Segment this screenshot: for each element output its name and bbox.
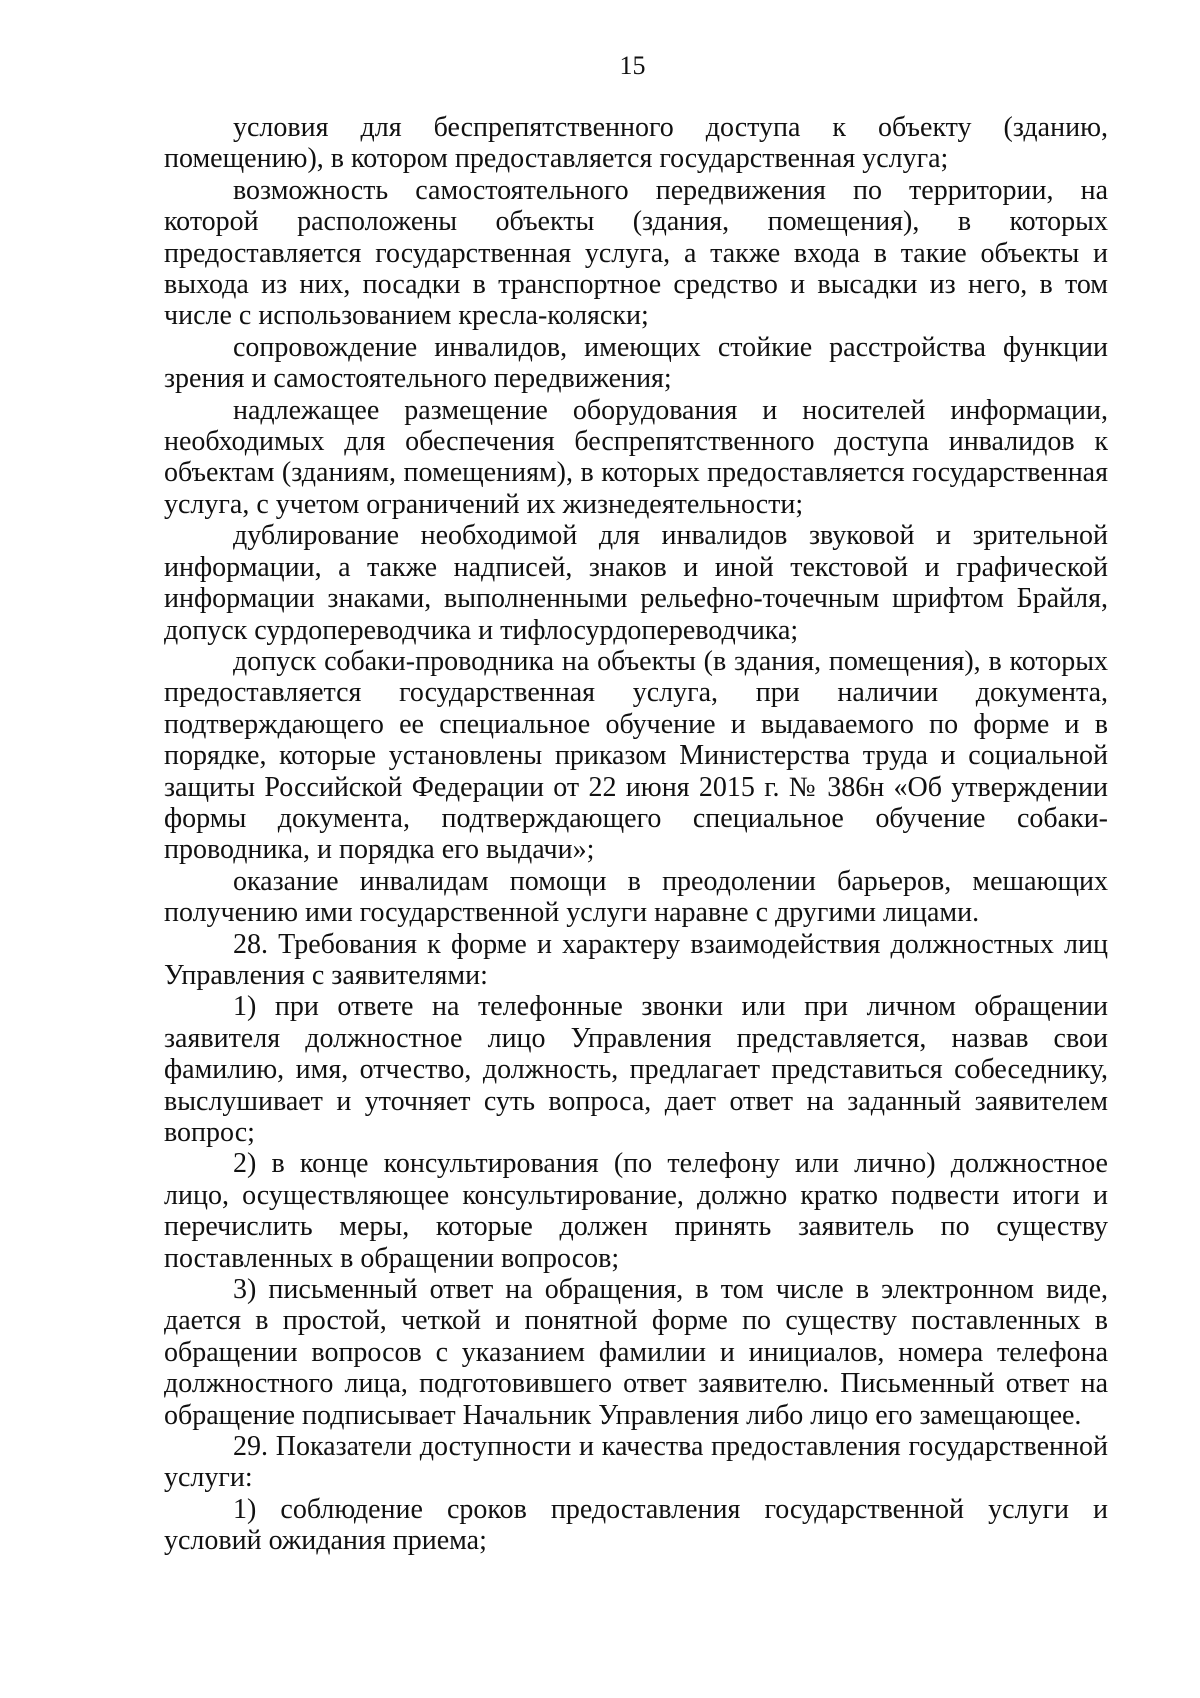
paragraph-section-28-heading: 28. Требования к форме и характеру взаимодействия должностных лиц Управления с заявителями: xyxy=(164,928,1108,991)
paragraph-29-item-1: 1) соблюдение сроков предоставления государственной услуги и условий ожидания приема; xyxy=(164,1493,1108,1557)
paragraph-28-item-1: 1) при ответе на телефонные звонки или при личном обращении заявителя должностное лицо Управления представляется, назвав свои фамилию, имя, отчество, должность, предлагает представиться собеседнику, выслушивает и уточняет суть вопроса, дает ответ на заданный заявителем вопрос; xyxy=(164,991,1108,1148)
paragraph-28-item-2: 2) в конце консультирования (по телефону или лично) должностное лицо, осуществляющее консультирование, должно кратко подвести итоги и перечислить меры, которые должен принять заявитель по существу поставленных в обращении вопросов; xyxy=(164,1148,1108,1274)
page-number: 15 xyxy=(619,51,646,80)
paragraph-guide-dog-admission: допуск собаки-проводника на объекты (в здания, помещения), в которых предоставляется государственная услуга, при наличии документа, подтверждающего ее специальное обучение и выдаваемого по форме и в порядке, которые установлены приказом Министерства труда и социальной защиты Российской Федерации от 22 июня 2015 г. № 386н «Об утверждении формы документа, подтверждающего специальное обучение собаки-проводника, и порядка его выдачи»; xyxy=(164,645,1108,866)
paragraph-duplicate-information: дублирование необходимой для инвалидов звуковой и зрительной информации, а также надписей, знаков и иной текстовой и графической информации знаками, выполненными рельефно-точечным шрифтом Брайля, допуск сурдопереводчика и тифлосурдопереводчика; xyxy=(164,520,1108,646)
document-body xyxy=(164,112,1108,1557)
paragraph-section-29-heading: 29. Показатели доступности и качества предоставления государственной услуги: xyxy=(164,1431,1108,1494)
paragraph-barrier-assistance: оказание инвалидам помощи в преодолении барьеров, мешающих получению ими государственной услуги наравне с другими лицами. xyxy=(164,865,1108,929)
paragraph-escort-disabled: сопровождение инвалидов, имеющих стойкие расстройства функции зрения и самостоятельного передвижения; xyxy=(164,331,1108,395)
paragraph-accessible-entry-conditions: условия для беспрепятственного доступа к объекту (зданию, помещению), в котором предоставляется государственная услуга; xyxy=(164,112,1108,175)
paragraph-independent-movement: возможность самостоятельного передвижения по территории, на которой расположены объекты (здания, помещения), в которых предоставляется государственная услуга, а также входа в такие объекты и выхода из них, посадки в транспортное средство и высадки из него, в том числе с использованием кресла-коляски; xyxy=(164,174,1108,332)
paragraph-equipment-placement: надлежащее размещение оборудования и носителей информации, необходимых для обеспечения беспрепятственного доступа инвалидов к объектам (зданиям, помещениям), в которых предоставляется государственная услуга, с учетом ограничений их жизнедеятельности; xyxy=(164,394,1108,520)
paragraph-28-item-3: 3) письменный ответ на обращения, в том числе в электронном виде, дается в простой, четкой и понятной форме по существу поставленных в обращении вопросов с указанием фамилии и инициалов, номера телефона должностного лица, подготовившего ответ заявителю. Письменный ответ на обращение подписывает Начальник Управления либо лицо его замещающее. xyxy=(164,1274,1108,1431)
